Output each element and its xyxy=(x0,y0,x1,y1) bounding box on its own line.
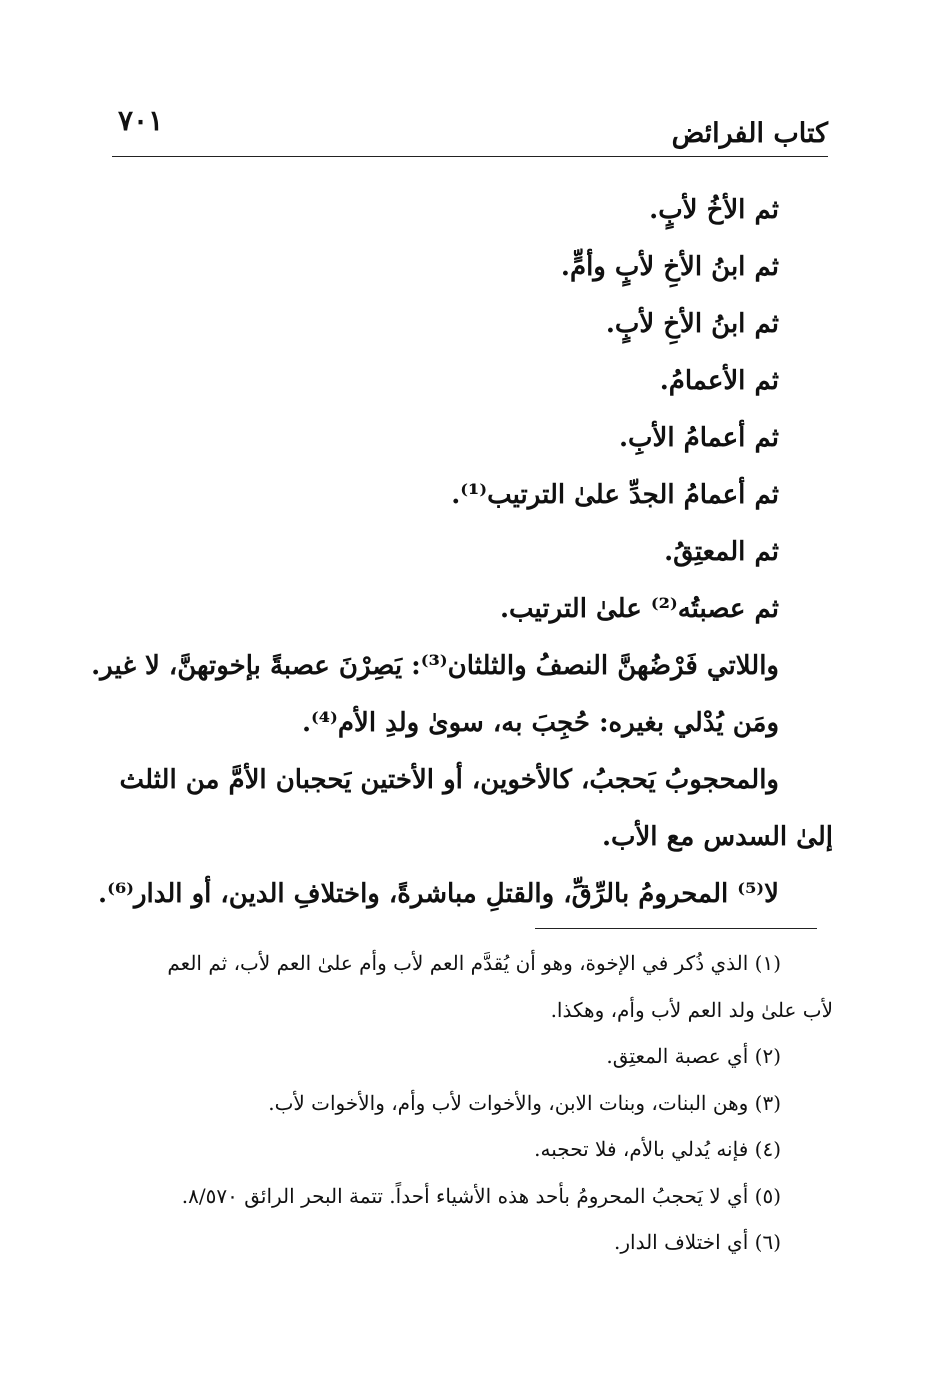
footnote-line: (٣) وهن البنات، وبنات الابن، والأخوات لأب وأم، والأخوات لأب. xyxy=(268,1090,781,1115)
text-line: ثم الأخُ لأبٍ. xyxy=(649,195,779,225)
footnote-separator xyxy=(535,928,817,929)
footnote-line: لأب علىٰ ولد العم لأب وأم، وهكذا. xyxy=(550,997,833,1022)
book-title: كتاب الفرائض xyxy=(671,117,828,149)
text-line: ثم الأعمامُ. xyxy=(659,366,779,396)
text-line: ثم ابنُ الأخِ لأبٍ وأمٍّ. xyxy=(560,252,779,282)
page-header xyxy=(112,96,828,157)
page-number: ٧٠١ xyxy=(118,104,164,137)
text-line: والمحجوبُ يَحجبُ، كالأخوين، أو الأختين يَحجبان الأمَّ من الثلث xyxy=(119,765,779,795)
text-line: إلىٰ السدس مع الأب. xyxy=(601,822,833,852)
text-line: ومَن يُدْلي بغيره: حُجِبَ به، سوىٰ ولدِ الأم⁽⁴⁾. xyxy=(301,708,779,738)
footnote-line: (٦) أي اختلاف الدار. xyxy=(614,1230,781,1254)
footnote-line: (٥) أي لا يَحجبُ المحرومُ بأحد هذه الأشياء أحداً. تتمة البحر الرائق ٨/٥٧٠. xyxy=(181,1183,781,1208)
text-line: ثم ابنُ الأخِ لأبٍ. xyxy=(605,309,779,339)
footnote-line: (١) الذي ذُكر في الإخوة، وهو أن يُقدَّم العم لأب وأم علىٰ العم لأب، ثم العم xyxy=(167,951,781,975)
text-line: واللاتي فَرْضُهنَّ النصفُ والثلثان⁽³⁾: يَصِرْنَ عصبةً بإخوتهنَّ، لا غير. xyxy=(91,651,779,681)
footnote-line: (٤) فإنه يُدلي بالأم، فلا تحجبه. xyxy=(534,1137,781,1161)
text-line: ثم أعمامُ الجدِّ علىٰ الترتيب⁽¹⁾. xyxy=(451,480,779,510)
main-text xyxy=(91,182,833,923)
text-line: ثم عصبتُه⁽²⁾ علىٰ الترتيب. xyxy=(499,594,779,624)
text-line: لا⁽⁵⁾ المحرومُ بالرِّقِّ، والقتلِ مباشرةً، واختلافِ الدين، أو الدار⁽⁶⁾. xyxy=(98,879,779,909)
footnote-line: (٢) أي عصبة المعتِق. xyxy=(606,1044,781,1068)
text-line: ثم المعتِقُ. xyxy=(664,537,779,567)
text-line: ثم أعمامُ الأبِ. xyxy=(618,423,779,453)
footnotes xyxy=(113,940,833,1266)
